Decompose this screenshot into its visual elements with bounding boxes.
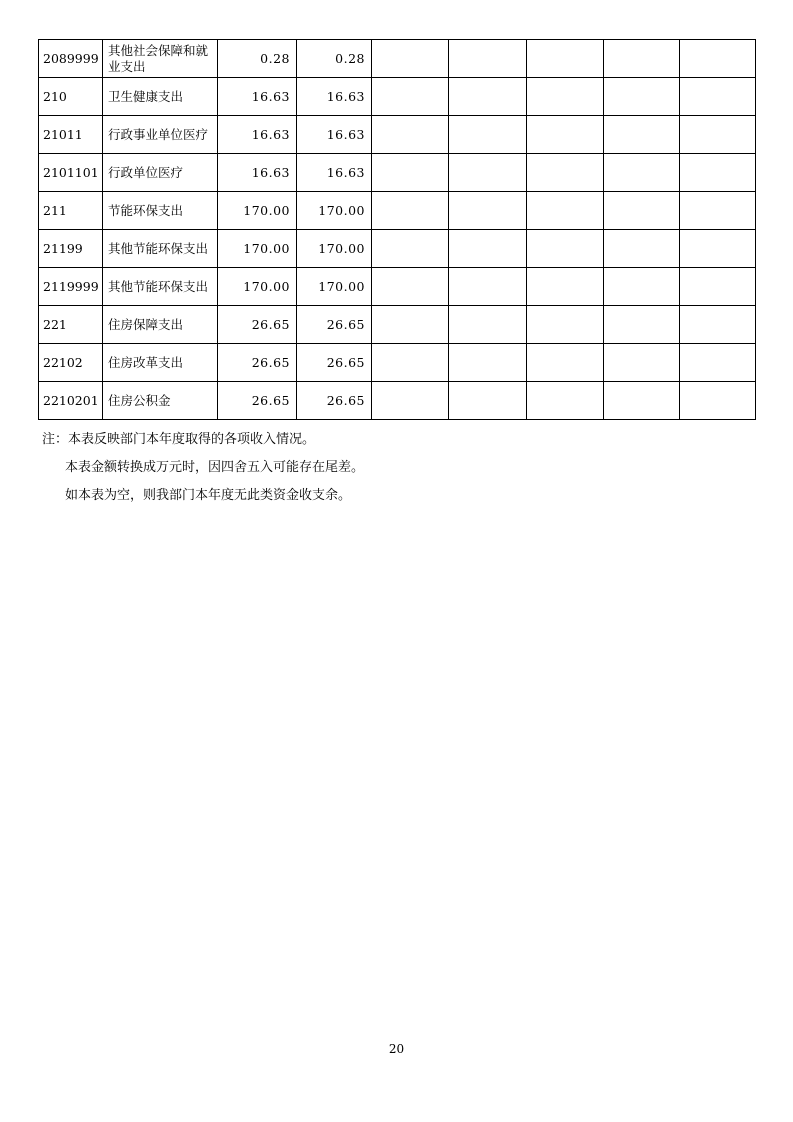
- table-row: [39, 344, 756, 382]
- note-line: 如本表为空，则我部门本年度无此类资金收支余。: [65, 488, 352, 503]
- empty-cell: [372, 192, 449, 230]
- code-cell: 2101101: [39, 154, 103, 192]
- empty-cell: [680, 268, 756, 306]
- name-cell: 住房保障支出: [103, 306, 218, 344]
- empty-cell: [604, 268, 680, 306]
- empty-cell: [449, 230, 527, 268]
- code-cell: 210: [39, 78, 103, 116]
- name-cell: 住房改革支出: [103, 344, 218, 382]
- empty-cell: [372, 40, 449, 78]
- note-line: 注：本表反映部门本年度取得的各项收入情况。: [42, 432, 316, 447]
- basic-cell: 0.28: [297, 40, 372, 78]
- basic-cell: 16.63: [297, 116, 372, 154]
- empty-cell: [527, 382, 604, 420]
- empty-cell: [604, 344, 680, 382]
- empty-cell: [680, 344, 756, 382]
- table-row: [39, 78, 756, 116]
- total-cell: 16.63: [218, 78, 297, 116]
- table-row: [39, 268, 756, 306]
- empty-cell: [604, 382, 680, 420]
- empty-cell: [604, 154, 680, 192]
- empty-cell: [680, 306, 756, 344]
- empty-cell: [527, 344, 604, 382]
- table-row: [39, 382, 756, 420]
- empty-cell: [680, 230, 756, 268]
- table-row: [39, 116, 756, 154]
- name-cell: 其他节能环保支出: [103, 230, 218, 268]
- total-cell: 26.65: [218, 382, 297, 420]
- total-cell: 170.00: [218, 268, 297, 306]
- empty-cell: [372, 344, 449, 382]
- total-cell: 16.63: [218, 116, 297, 154]
- code-cell: 221: [39, 306, 103, 344]
- code-cell: 2089999: [39, 40, 103, 78]
- empty-cell: [449, 78, 527, 116]
- empty-cell: [680, 116, 756, 154]
- empty-cell: [449, 268, 527, 306]
- empty-cell: [527, 40, 604, 78]
- basic-cell: 26.65: [297, 344, 372, 382]
- empty-cell: [372, 154, 449, 192]
- empty-cell: [680, 192, 756, 230]
- total-cell: 170.00: [218, 230, 297, 268]
- basic-cell: 26.65: [297, 382, 372, 420]
- empty-cell: [604, 230, 680, 268]
- total-cell: 26.65: [218, 306, 297, 344]
- table-row: [39, 230, 756, 268]
- empty-cell: [527, 78, 604, 116]
- empty-cell: [372, 268, 449, 306]
- code-cell: 2119999: [39, 268, 103, 306]
- table-row: [39, 192, 756, 230]
- empty-cell: [449, 344, 527, 382]
- empty-cell: [449, 116, 527, 154]
- empty-cell: [680, 382, 756, 420]
- table-row: [39, 306, 756, 344]
- note-line: 本表金额转换成万元时，因四舍五入可能存在尾差。: [65, 460, 365, 475]
- notes-section: [42, 426, 364, 510]
- code-cell: 211: [39, 192, 103, 230]
- total-cell: 170.00: [218, 192, 297, 230]
- name-cell: 行政事业单位医疗: [103, 116, 218, 154]
- empty-cell: [527, 116, 604, 154]
- code-cell: 21199: [39, 230, 103, 268]
- empty-cell: [604, 116, 680, 154]
- name-cell: 住房公积金: [103, 382, 218, 420]
- code-cell: 2210201: [39, 382, 103, 420]
- basic-cell: 26.65: [297, 306, 372, 344]
- empty-cell: [604, 40, 680, 78]
- basic-cell: 170.00: [297, 192, 372, 230]
- empty-cell: [372, 382, 449, 420]
- table-row: [39, 40, 756, 78]
- basic-cell: 16.63: [297, 78, 372, 116]
- name-cell: 节能环保支出: [103, 192, 218, 230]
- empty-cell: [449, 382, 527, 420]
- table-body: [39, 40, 756, 420]
- name-cell: 其他节能环保支出: [103, 268, 218, 306]
- total-cell: 26.65: [218, 344, 297, 382]
- empty-cell: [680, 154, 756, 192]
- name-cell: 其他社会保障和就业支出: [103, 40, 218, 78]
- name-cell: 行政单位医疗: [103, 154, 218, 192]
- name-cell: 卫生健康支出: [103, 78, 218, 116]
- empty-cell: [680, 78, 756, 116]
- empty-cell: [372, 78, 449, 116]
- empty-cell: [527, 306, 604, 344]
- empty-cell: [449, 154, 527, 192]
- empty-cell: [449, 40, 527, 78]
- total-cell: 0.28: [218, 40, 297, 78]
- empty-cell: [680, 40, 756, 78]
- empty-cell: [449, 306, 527, 344]
- empty-cell: [604, 78, 680, 116]
- empty-cell: [449, 192, 527, 230]
- basic-cell: 170.00: [297, 268, 372, 306]
- empty-cell: [527, 230, 604, 268]
- code-cell: 21011: [39, 116, 103, 154]
- budget-table: [38, 39, 756, 420]
- basic-cell: 170.00: [297, 230, 372, 268]
- empty-cell: [527, 154, 604, 192]
- page-number: 20: [388, 1042, 405, 1056]
- table-row: [39, 154, 756, 192]
- basic-cell: 16.63: [297, 154, 372, 192]
- empty-cell: [372, 116, 449, 154]
- empty-cell: [527, 192, 604, 230]
- empty-cell: [604, 192, 680, 230]
- empty-cell: [604, 306, 680, 344]
- empty-cell: [372, 230, 449, 268]
- empty-cell: [527, 268, 604, 306]
- code-cell: 22102: [39, 344, 103, 382]
- empty-cell: [372, 306, 449, 344]
- total-cell: 16.63: [218, 154, 297, 192]
